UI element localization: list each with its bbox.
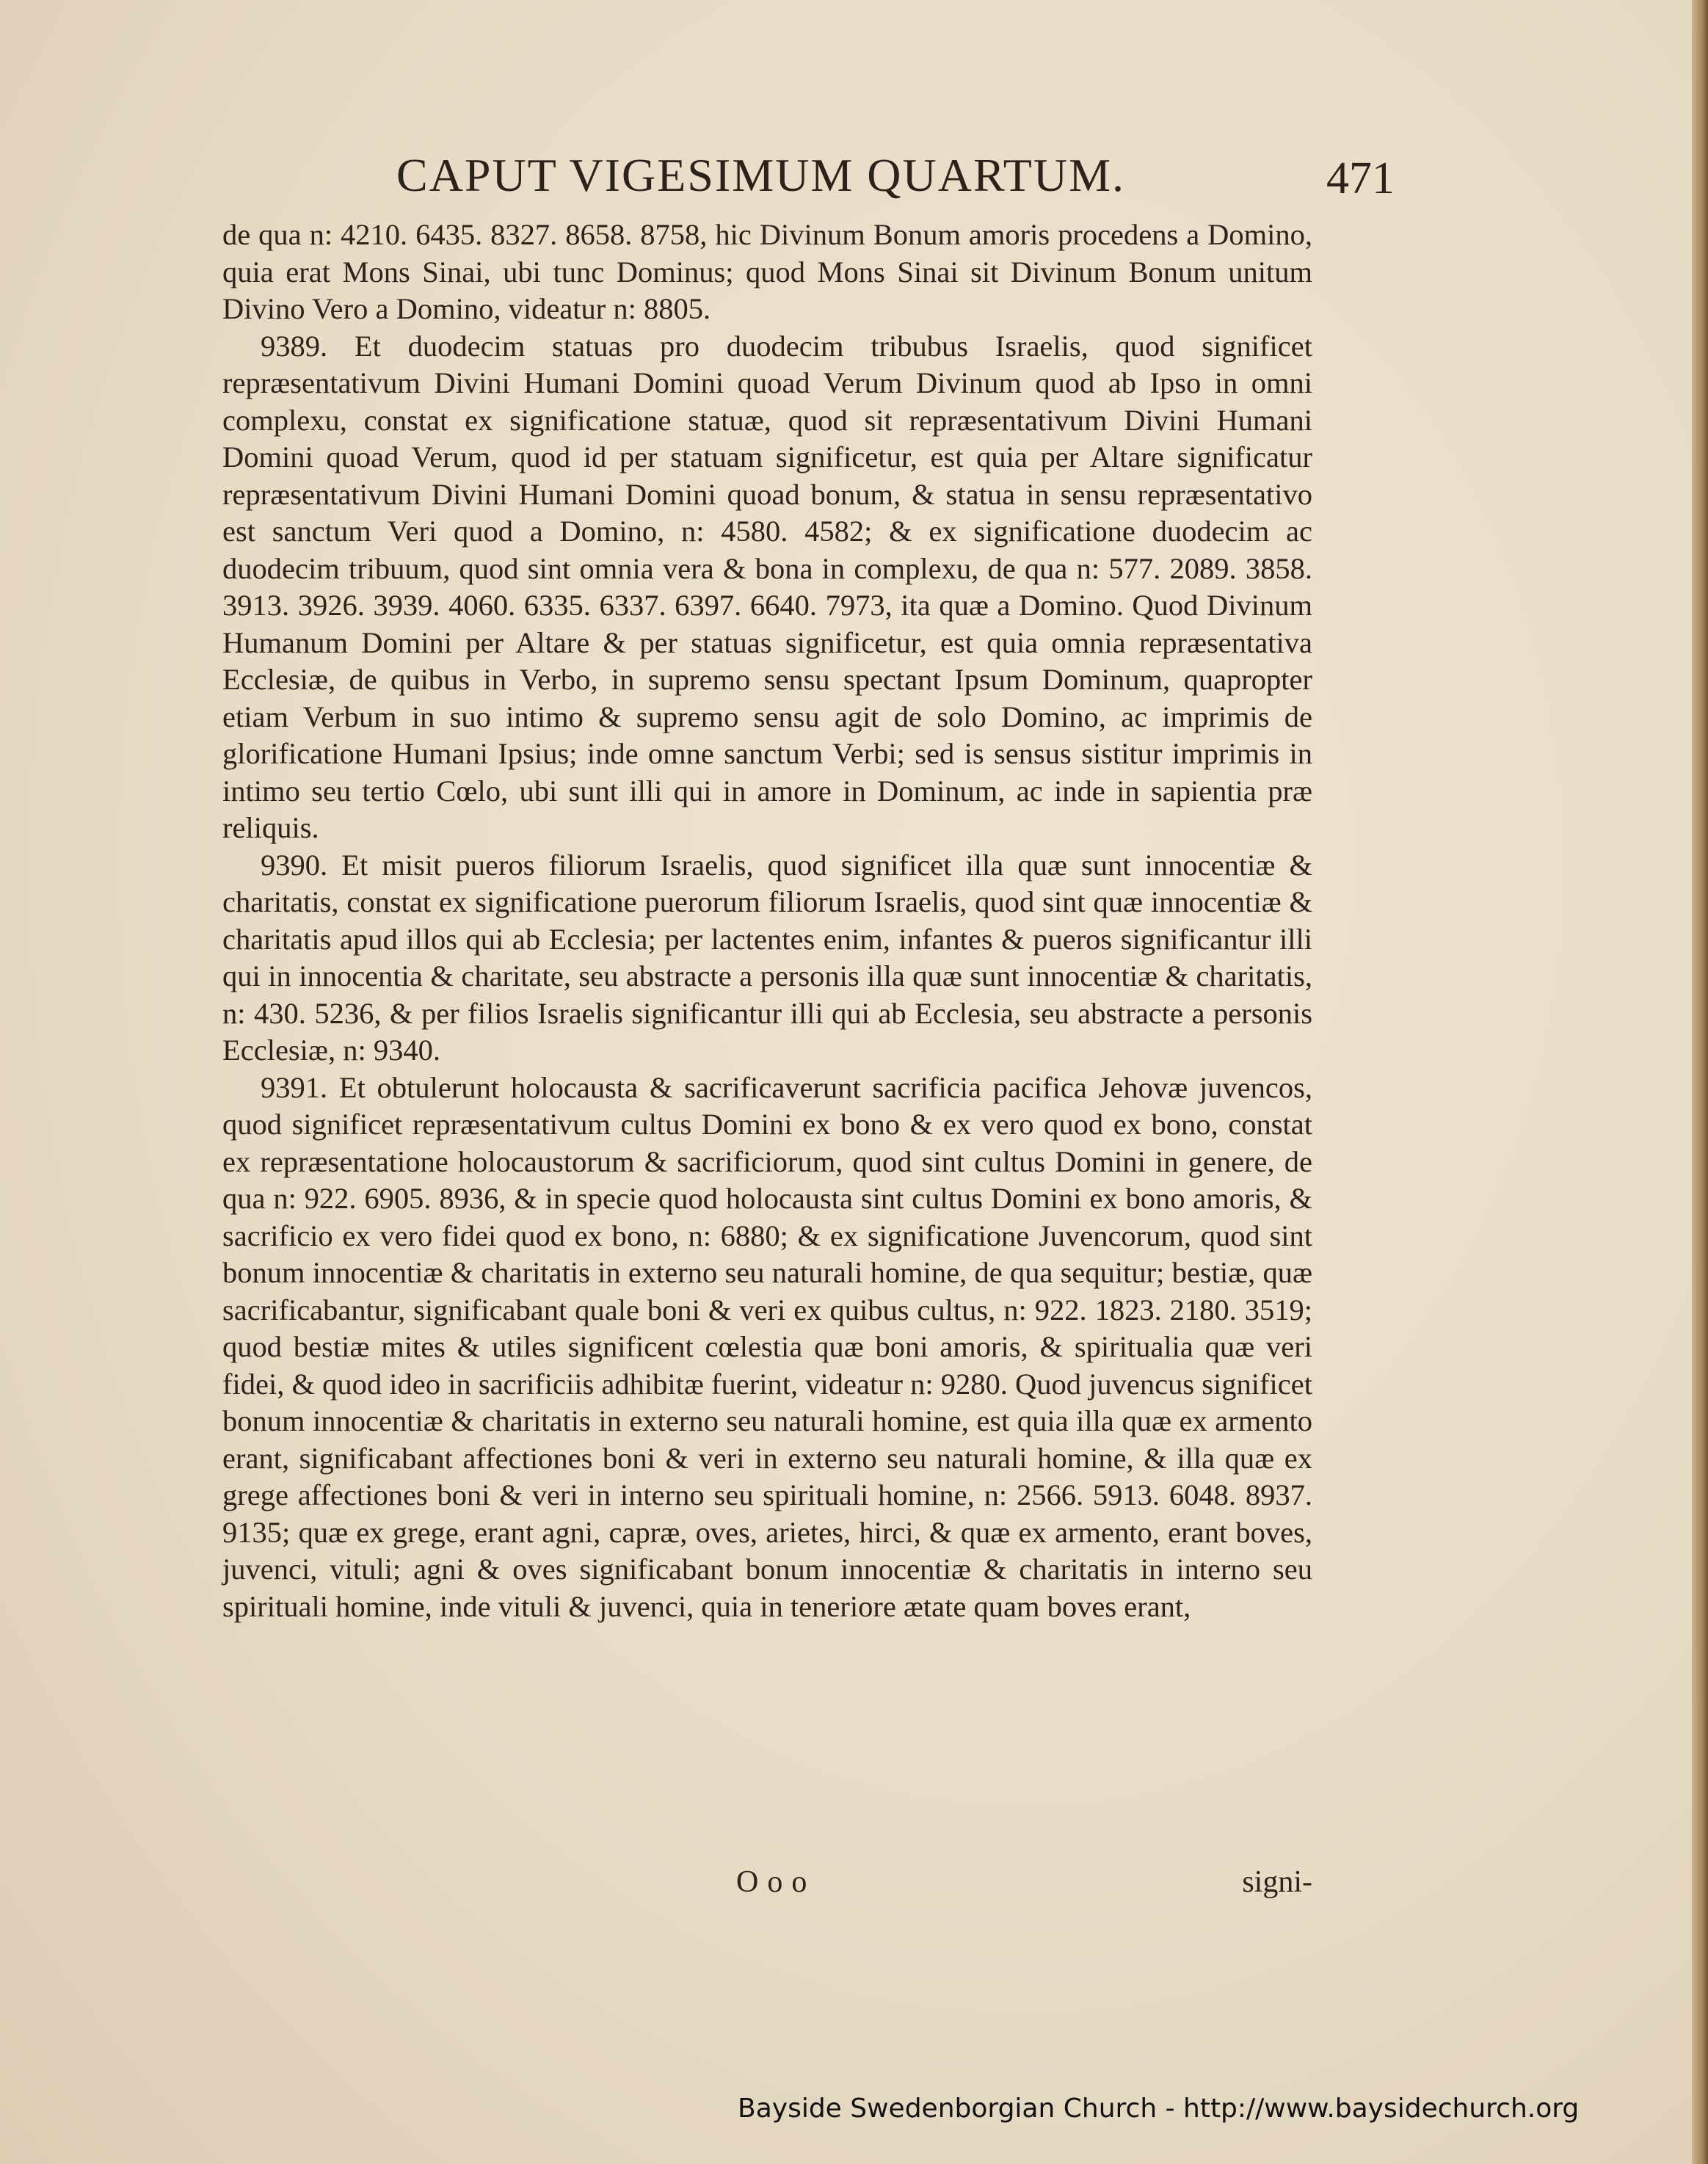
signature-mark: Ooo (736, 1865, 816, 1899)
page-number: 471 (1326, 153, 1395, 203)
paragraph-9389: 9389. Et duodecim statuas pro duodecim tribubus Israelis, quod significet repræsentativum Divini Humani Domini quoad Verum Divinum quod ab Ipso in omni complexu, constat ex significatione statuæ, quod sit repræsentativum Divini Humani Domini quoad Verum, quod id per statuam significetur, est quia per Altare significatur repræsentativum Divini Humani Domini quoad bonum, & statua in sensu repræsentativo est sanctum Veri quod a Domino, n: 4580. 4582; & ex significatione duodecim ac duodecim tribuum, quod sint omnia vera & bona in complexu, de qua n: 577. 2089. 3858. 3913. 3926. 3939. 4060. 6335. 6337. 6397. 6640. 7973, ita quæ a Domino. Quod Divinum Humanum Domini per Altare & per statuas significetur, est quia omnia repræsentativa Ecclesiæ, de quibus in Verbo, in supremo sensu spectant Ipsum Dominum, quapropter etiam Verbum in suo intimo & supremo sensu agit de solo Domino, ac imprimis de glorificatione Humani Ipsius; inde omne sanctum Verbi; sed is sensus sistitur imprimis in intimo seu tertio Cœlo, ubi sunt illi qui in amore in Dominum, ac inde in sapientia præ reliquis. (222, 329, 1312, 844)
body-text (222, 217, 1312, 1625)
watermark-caption: Bayside Swedenborgian Church - http://www.baysidechurch.org (738, 2094, 1580, 2124)
running-head (220, 148, 1395, 207)
chapter-title: CAPUT VIGESIMUM QUARTUM. (396, 149, 1125, 201)
catchword: signi- (1242, 1865, 1312, 1899)
paragraph-continued: de qua n: 4210. 6435. 8327. 8658. 8758, hic Divinum Bonum amoris procedens a Domino, quia erat Mons Sinai, ubi tunc Dominus; quod Mons Sinai sit Divinum Bonum unitum Divino Vero a Domino, videatur n: 8805. (222, 218, 1312, 325)
paragraph-9391: 9391. Et obtulerunt holocausta & sacrificaverunt sacrificia pacifica Jehovæ juvencos, quod significet repræsentativum cultus Domini ex bono & ex vero quod ex bono, constat ex repræsentatione holocaustorum & sacrificiorum, quod sint cultus Domini in genere, de qua n: 922. 6905. 8936, & in specie quod holocausta sint cultus Domini ex bono amoris, & sacrificio ex vero fidei quod ex bono, n: 6880; & ex significatione Juvencorum, quod sint bonum innocentiæ & charitatis in externo seu naturali homine, de qua sequitur; bestiæ, quæ sacrificabantur, significabant quale boni & veri ex quibus cultus, n: 922. 1823. 2180. 3519; quod bestiæ mites & utiles significent cœlestia quæ boni amoris, & spiritualia quæ veri fidei, & quod ideo in sacrificiis adhibitæ fuerint, videatur n: 9280. Quod juvencus significet bonum innocentiæ & charitatis in externo seu naturali homine, est quia illa quæ ex armento erant, significabant affectiones boni & veri in externo seu naturali homine, & illa quæ ex grege affectiones boni & veri in interno seu spirituali homine, n: 2566. 5913. 6048. 8937. 9135; quæ ex grege, erant agni, capræ, oves, arietes, hirci, & quæ ex armento, erant boves, juvenci, vituli; agni & oves significabant bonum innocentiæ & charitatis in interno seu spirituali homine, inde vituli & juvenci, quia in teneriore ætate quam boves erant, (222, 1070, 1312, 1623)
page-edge (1692, 0, 1708, 2164)
page-footer (222, 1865, 1312, 1909)
paragraph-9390: 9390. Et misit pueros filiorum Israelis, quod significet illa quæ sunt innocentiæ & charitatis, constat ex significatione puerorum filiorum Israelis, quod sint quæ innocentiæ & charitatis apud illos qui ab Ecclesia; per lactentes enim, infantes & pueros significantur illi qui in innocentia & charitate, seu abstracte a personis illa quæ sunt innocentiæ & charitatis, n: 430. 5236, & per filios Israelis significantur illi qui ab Ecclesia, seu abstracte a personis Ecclesiæ, n: 9340. (222, 848, 1312, 1067)
